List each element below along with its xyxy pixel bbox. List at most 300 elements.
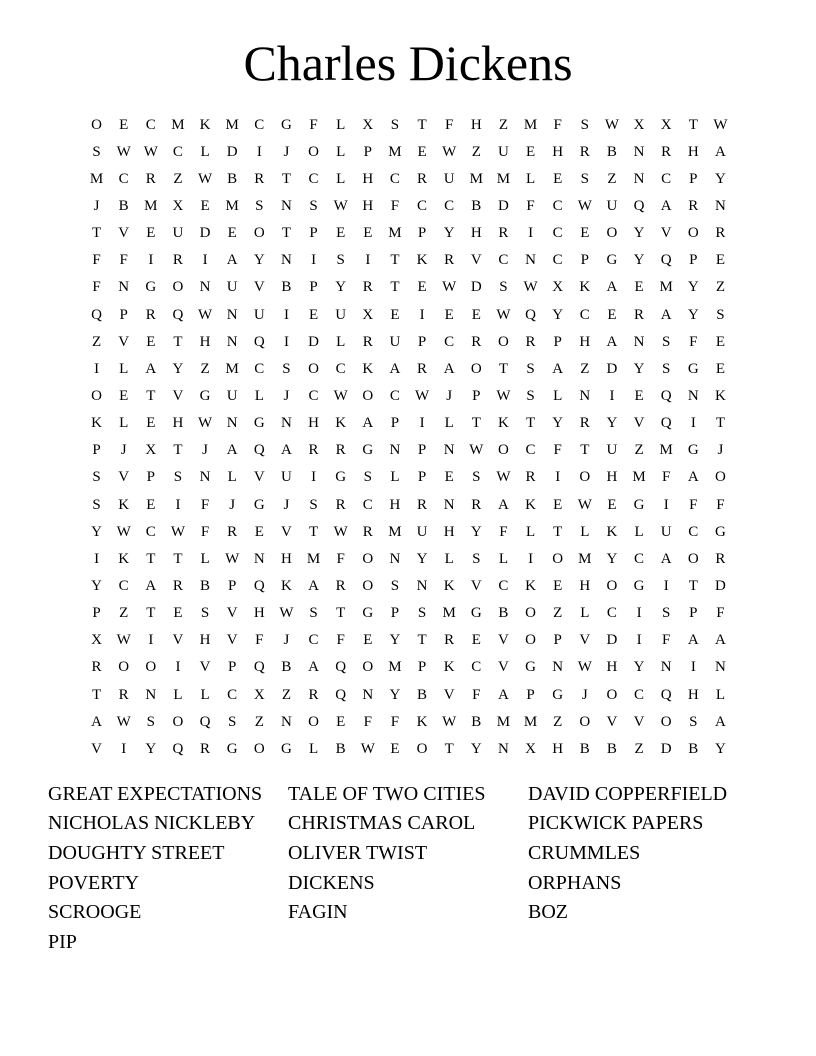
- grid-letter: O: [525, 605, 536, 622]
- grid-letter: X: [633, 116, 645, 133]
- grid-letter: U: [389, 333, 401, 350]
- grid-letter: W: [577, 197, 592, 214]
- grid-letter: B: [606, 740, 617, 757]
- grid-letter: W: [442, 143, 457, 160]
- grid-letter: A: [660, 550, 672, 567]
- grid-letter: H: [172, 415, 184, 432]
- grid-letter: V: [606, 713, 618, 730]
- grid-letter: R: [715, 225, 726, 242]
- grid-letter: F: [553, 116, 562, 133]
- grid-letter: N: [281, 252, 292, 269]
- grid-letter: B: [471, 713, 482, 730]
- grid-letter: Y: [470, 740, 482, 757]
- grid-letter: O: [145, 659, 157, 676]
- grid-letter: E: [254, 523, 264, 540]
- grid-letter: O: [308, 143, 319, 160]
- grid-letter: R: [417, 496, 428, 513]
- grid-letter: J: [283, 632, 290, 649]
- grid-letter: H: [253, 605, 265, 622]
- grid-letter: O: [606, 577, 618, 594]
- grid-letter: Y: [552, 415, 564, 432]
- grid-letter: V: [470, 252, 482, 269]
- grid-letter: I: [555, 469, 561, 486]
- grid-letter: C: [172, 143, 183, 160]
- grid-letter: M: [171, 116, 185, 133]
- grid-letter: S: [92, 143, 101, 160]
- grid-letter: R: [471, 333, 482, 350]
- grid-letter: C: [145, 523, 156, 540]
- grid-row: [83, 654, 734, 681]
- grid-letter: C: [362, 496, 373, 513]
- grid-letter: Y: [443, 225, 455, 242]
- grid-letter: Y: [172, 360, 184, 377]
- grid-letter: U: [606, 197, 618, 214]
- grid-letter: G: [552, 686, 564, 703]
- grid-letter: M: [225, 360, 239, 377]
- grid-letter: S: [472, 469, 481, 486]
- grid-letter: N: [715, 197, 726, 214]
- grid-letter: E: [146, 496, 156, 513]
- grid-letter: O: [362, 659, 374, 676]
- grid-letter: A: [308, 577, 319, 594]
- grid-letter: M: [89, 170, 104, 187]
- grid-letter: G: [199, 387, 211, 404]
- grid-letter: W: [116, 632, 131, 649]
- grid-letter: Q: [660, 387, 672, 404]
- grid-letter: P: [119, 306, 128, 323]
- grid-letter: M: [225, 197, 239, 214]
- grid-letter: M: [469, 170, 483, 187]
- grid-letter: U: [416, 523, 428, 540]
- grid-letter: Q: [335, 659, 347, 676]
- grid-letter: H: [281, 550, 292, 567]
- grid-letter: U: [660, 523, 672, 540]
- grid-letter: R: [579, 415, 590, 432]
- grid-letter: O: [579, 713, 591, 730]
- grid-letter: W: [442, 713, 457, 730]
- grid-letter: W: [333, 523, 348, 540]
- grid-letter: S: [580, 116, 589, 133]
- word-list-item: DAVID COPPERFIELD: [528, 782, 728, 805]
- grid-letter: W: [116, 523, 131, 540]
- grid-letter: T: [553, 523, 563, 540]
- grid-letter: O: [253, 225, 265, 242]
- grid-letter: T: [308, 523, 319, 540]
- grid-letter: J: [581, 686, 588, 703]
- grid-letter: S: [499, 279, 508, 296]
- grid-letter: F: [716, 496, 725, 513]
- grid-letter: E: [336, 225, 346, 242]
- grid-letter: Q: [253, 333, 265, 350]
- grid-letter: W: [197, 415, 213, 432]
- grid-letter: B: [281, 659, 292, 676]
- grid-letter: S: [472, 550, 481, 567]
- grid-letter: M: [388, 225, 402, 242]
- grid-letter: C: [254, 360, 265, 377]
- grid-letter: X: [172, 197, 184, 214]
- grid-letter: U: [253, 306, 265, 323]
- grid-letter: P: [553, 333, 562, 350]
- grid-letter: R: [227, 523, 238, 540]
- grid-letter: O: [552, 550, 564, 567]
- grid-letter: O: [606, 225, 618, 242]
- grid-letter: F: [92, 252, 101, 269]
- grid-letter: S: [255, 197, 264, 214]
- grid-letter: C: [525, 442, 536, 459]
- grid-letter: P: [146, 469, 155, 486]
- grid-letter: S: [390, 116, 400, 133]
- grid-letter: J: [120, 442, 127, 459]
- grid-letter: P: [472, 387, 481, 404]
- grid-letter: T: [688, 116, 698, 133]
- grid-letter: C: [389, 170, 400, 187]
- word-list-item: PIP: [48, 930, 77, 953]
- grid-letter: E: [471, 632, 481, 649]
- grid-letter: H: [470, 225, 482, 242]
- grid-letter: E: [634, 279, 644, 296]
- grid-row: [83, 355, 734, 382]
- grid-letter: R: [172, 252, 183, 269]
- grid-letter: E: [173, 605, 183, 622]
- grid-letter: K: [579, 279, 591, 296]
- grid-letter: Z: [91, 333, 102, 350]
- grid-letter: O: [687, 550, 699, 567]
- grid-letter: A: [687, 632, 699, 649]
- grid-letter: B: [200, 577, 211, 594]
- grid-letter: R: [525, 469, 536, 486]
- word-list-row: [48, 809, 768, 839]
- grid-letter: N: [362, 686, 374, 703]
- grid-letter: W: [496, 469, 511, 486]
- grid-row: [83, 600, 734, 627]
- grid-letter: R: [362, 523, 373, 540]
- grid-letter: F: [472, 686, 481, 703]
- grid-letter: T: [281, 225, 292, 242]
- grid-letter: T: [498, 360, 509, 377]
- grid-letter: A: [660, 197, 672, 214]
- grid-letter: I: [148, 252, 154, 269]
- grid-letter: Y: [389, 632, 401, 649]
- word-list: [48, 779, 768, 957]
- grid-letter: E: [308, 306, 319, 323]
- word-list-item: NICHOLAS NICKLEBY: [48, 812, 256, 835]
- grid-letter: A: [91, 713, 102, 730]
- grid-letter: C: [471, 659, 482, 676]
- grid-letter: U: [606, 442, 618, 459]
- grid-letter: X: [362, 116, 374, 133]
- grid-letter: N: [633, 170, 645, 187]
- word-list-item: SCROOGE: [48, 901, 142, 924]
- grid-letter: P: [417, 469, 427, 486]
- grid-letter: C: [688, 523, 699, 540]
- grid-letter: T: [281, 170, 292, 187]
- grid-letter: F: [662, 469, 671, 486]
- grid-letter: Z: [281, 686, 292, 703]
- grid-letter: H: [443, 523, 455, 540]
- grid-letter: H: [552, 740, 564, 757]
- grid-letter: D: [606, 360, 618, 377]
- grid-letter: B: [498, 605, 509, 622]
- grid-letter: J: [717, 442, 724, 459]
- grid-letter: E: [634, 387, 644, 404]
- word-list-row: [48, 897, 768, 927]
- grid-letter: N: [389, 442, 401, 459]
- grid-letter: R: [498, 225, 509, 242]
- grid-letter: M: [496, 170, 511, 187]
- grid-letter: P: [363, 143, 372, 160]
- grid-letter: M: [632, 469, 646, 486]
- grid-letter: O: [687, 225, 699, 242]
- grid-letter: P: [309, 225, 318, 242]
- grid-letter: B: [579, 740, 590, 757]
- grid-letter: L: [580, 523, 590, 540]
- grid-letter: V: [470, 577, 482, 594]
- grid-letter: D: [226, 143, 238, 160]
- grid-letter: L: [308, 740, 319, 757]
- grid-letter: G: [253, 496, 265, 513]
- grid-letter: Q: [335, 686, 347, 703]
- grid-letter: C: [498, 252, 509, 269]
- grid-letter: C: [389, 387, 400, 404]
- grid-letter: M: [388, 523, 402, 540]
- grid-letter: E: [607, 496, 617, 513]
- grid-letter: I: [690, 415, 696, 432]
- grid-letter: O: [416, 740, 428, 757]
- grid-letter: P: [417, 333, 427, 350]
- grid-letter: K: [443, 577, 455, 594]
- grid-letter: Y: [91, 523, 102, 540]
- grid-letter: O: [172, 279, 184, 296]
- grid-letter: V: [226, 605, 238, 622]
- grid-letter: E: [390, 306, 400, 323]
- grid-letter: A: [145, 360, 157, 377]
- grid-letter: E: [336, 713, 346, 730]
- grid-letter: N: [253, 550, 265, 567]
- grid-letter: I: [636, 605, 642, 622]
- grid-letter: S: [716, 306, 725, 323]
- grid-letter: E: [715, 333, 726, 350]
- grid-letter: I: [94, 550, 100, 567]
- grid-letter: C: [118, 577, 129, 594]
- grid-letter: N: [498, 740, 509, 757]
- grid-letter: H: [308, 415, 319, 432]
- grid-row: [83, 301, 734, 328]
- grid-letter: N: [579, 387, 591, 404]
- grid-letter: S: [92, 496, 101, 513]
- grid-letter: M: [306, 550, 321, 567]
- grid-letter: G: [715, 523, 726, 540]
- grid-letter: P: [553, 632, 562, 649]
- grid-letter: I: [663, 577, 669, 594]
- word-list-item: FAGIN: [288, 901, 348, 924]
- grid-letter: W: [360, 740, 375, 757]
- grid-letter: C: [308, 632, 319, 649]
- word-list-row: [48, 927, 768, 957]
- grid-letter: B: [688, 740, 699, 757]
- grid-row: [83, 437, 734, 464]
- grid-letter: G: [687, 442, 699, 459]
- grid-letter: H: [362, 170, 374, 187]
- grid-letter: V: [253, 469, 265, 486]
- grid-letter: B: [118, 197, 129, 214]
- grid-letter: A: [443, 360, 455, 377]
- grid-letter: T: [173, 442, 183, 459]
- grid-letter: Q: [199, 713, 211, 730]
- grid-letter: J: [229, 496, 236, 513]
- grid-letter: G: [226, 740, 238, 757]
- grid-letter: E: [444, 306, 454, 323]
- grid-letter: W: [197, 306, 213, 323]
- grid-letter: P: [390, 415, 400, 432]
- grid-letter: L: [336, 143, 346, 160]
- grid-letter: A: [498, 496, 509, 513]
- grid-row: [83, 220, 734, 247]
- grid-letter: H: [687, 143, 699, 160]
- grid-letter: X: [525, 740, 536, 757]
- grid-letter: I: [419, 415, 425, 432]
- grid-letter: N: [199, 469, 211, 486]
- grid-letter: X: [91, 632, 102, 649]
- grid-letter: R: [172, 577, 183, 594]
- grid-letter: A: [687, 469, 699, 486]
- grid-letter: M: [659, 442, 673, 459]
- grid-letter: T: [91, 686, 102, 703]
- grid-letter: M: [523, 116, 538, 133]
- grid-letter: W: [414, 387, 430, 404]
- grid-letter: N: [226, 306, 238, 323]
- grid-letter: P: [417, 659, 427, 676]
- grid-letter: L: [254, 387, 264, 404]
- grid-letter: K: [118, 550, 130, 567]
- grid-letter: K: [416, 713, 428, 730]
- grid-letter: L: [119, 360, 129, 377]
- grid-row: [83, 708, 734, 735]
- grid-letter: Y: [389, 686, 401, 703]
- grid-letter: Q: [172, 740, 184, 757]
- grid-letter: G: [606, 252, 618, 269]
- grid-letter: B: [227, 170, 238, 187]
- grid-letter: Y: [606, 550, 618, 567]
- grid-letter: D: [199, 225, 211, 242]
- grid-letter: C: [227, 686, 238, 703]
- grid-letter: Z: [254, 713, 264, 730]
- grid-letter: W: [713, 116, 728, 133]
- grid-letter: R: [715, 550, 726, 567]
- grid-letter: K: [118, 496, 130, 513]
- grid-letter: E: [444, 469, 454, 486]
- grid-letter: R: [661, 143, 672, 160]
- grid-letter: I: [121, 740, 127, 757]
- grid-letter: B: [335, 740, 346, 757]
- grid-letter: L: [336, 170, 346, 187]
- grid-letter: E: [146, 225, 156, 242]
- grid-letter: E: [715, 252, 726, 269]
- grid-row: [83, 165, 734, 192]
- grid-letter: G: [525, 659, 536, 676]
- grid-letter: I: [175, 659, 181, 676]
- grid-letter: L: [525, 523, 536, 540]
- grid-letter: T: [525, 415, 536, 432]
- grid-letter: N: [416, 577, 428, 594]
- grid-letter: M: [388, 143, 402, 160]
- grid-letter: S: [309, 197, 318, 214]
- grid-letter: I: [690, 659, 696, 676]
- grid-letter: T: [715, 415, 726, 432]
- grid-letter: O: [91, 387, 102, 404]
- grid-letter: T: [146, 387, 156, 404]
- grid-letter: R: [444, 252, 455, 269]
- grid-letter: W: [197, 170, 213, 187]
- grid-letter: O: [525, 632, 536, 649]
- grid-letter: F: [689, 333, 698, 350]
- grid-letter: Z: [634, 442, 644, 459]
- grid-letter: C: [444, 197, 455, 214]
- grid-letter: R: [579, 143, 590, 160]
- grid-letter: E: [200, 197, 210, 214]
- grid-letter: H: [606, 469, 618, 486]
- grid-letter: F: [363, 713, 372, 730]
- grid-letter: G: [633, 496, 645, 513]
- grid-letter: S: [336, 252, 345, 269]
- grid-letter: C: [634, 686, 645, 703]
- grid-row: [83, 545, 734, 572]
- grid-letter: Y: [633, 252, 645, 269]
- grid-letter: G: [470, 605, 482, 622]
- grid-letter: M: [523, 713, 538, 730]
- grid-letter: R: [308, 442, 319, 459]
- grid-letter: W: [116, 713, 131, 730]
- grid-letter: L: [390, 469, 400, 486]
- grid-letter: O: [91, 116, 102, 133]
- grid-letter: V: [253, 279, 265, 296]
- grid-letter: H: [199, 333, 211, 350]
- word-list-item: PICKWICK PAPERS: [528, 812, 704, 835]
- grid-letter: N: [715, 659, 726, 676]
- grid-letter: L: [173, 686, 183, 703]
- grid-letter: T: [444, 740, 454, 757]
- grid-letter: I: [419, 306, 425, 323]
- grid-letter: I: [365, 252, 371, 269]
- grid-letter: S: [390, 577, 400, 594]
- grid-letter: E: [525, 143, 536, 160]
- grid-letter: J: [93, 197, 100, 214]
- grid-letter: O: [308, 360, 319, 377]
- grid-letter: T: [173, 550, 183, 567]
- grid-letter: Y: [552, 306, 564, 323]
- grid-letter: I: [94, 360, 100, 377]
- grid-letter: I: [256, 143, 262, 160]
- grid-letter: L: [553, 387, 563, 404]
- grid-letter: Y: [253, 252, 265, 269]
- grid-letter: W: [442, 279, 457, 296]
- grid-letter: S: [309, 496, 318, 513]
- grid-letter: L: [444, 415, 454, 432]
- grid-letter: Y: [633, 225, 645, 242]
- grid-letter: V: [579, 632, 591, 649]
- grid-letter: N: [389, 550, 401, 567]
- grid-letter: Q: [660, 686, 672, 703]
- grid-letter: S: [662, 333, 671, 350]
- grid-letter: C: [254, 116, 265, 133]
- grid-letter: R: [335, 577, 346, 594]
- grid-letter: G: [335, 469, 347, 486]
- grid-letter: F: [553, 442, 562, 459]
- grid-letter: E: [119, 387, 129, 404]
- grid-letter: E: [227, 225, 237, 242]
- grid-letter: U: [335, 306, 347, 323]
- grid-letter: V: [633, 713, 645, 730]
- grid-row: [83, 491, 734, 518]
